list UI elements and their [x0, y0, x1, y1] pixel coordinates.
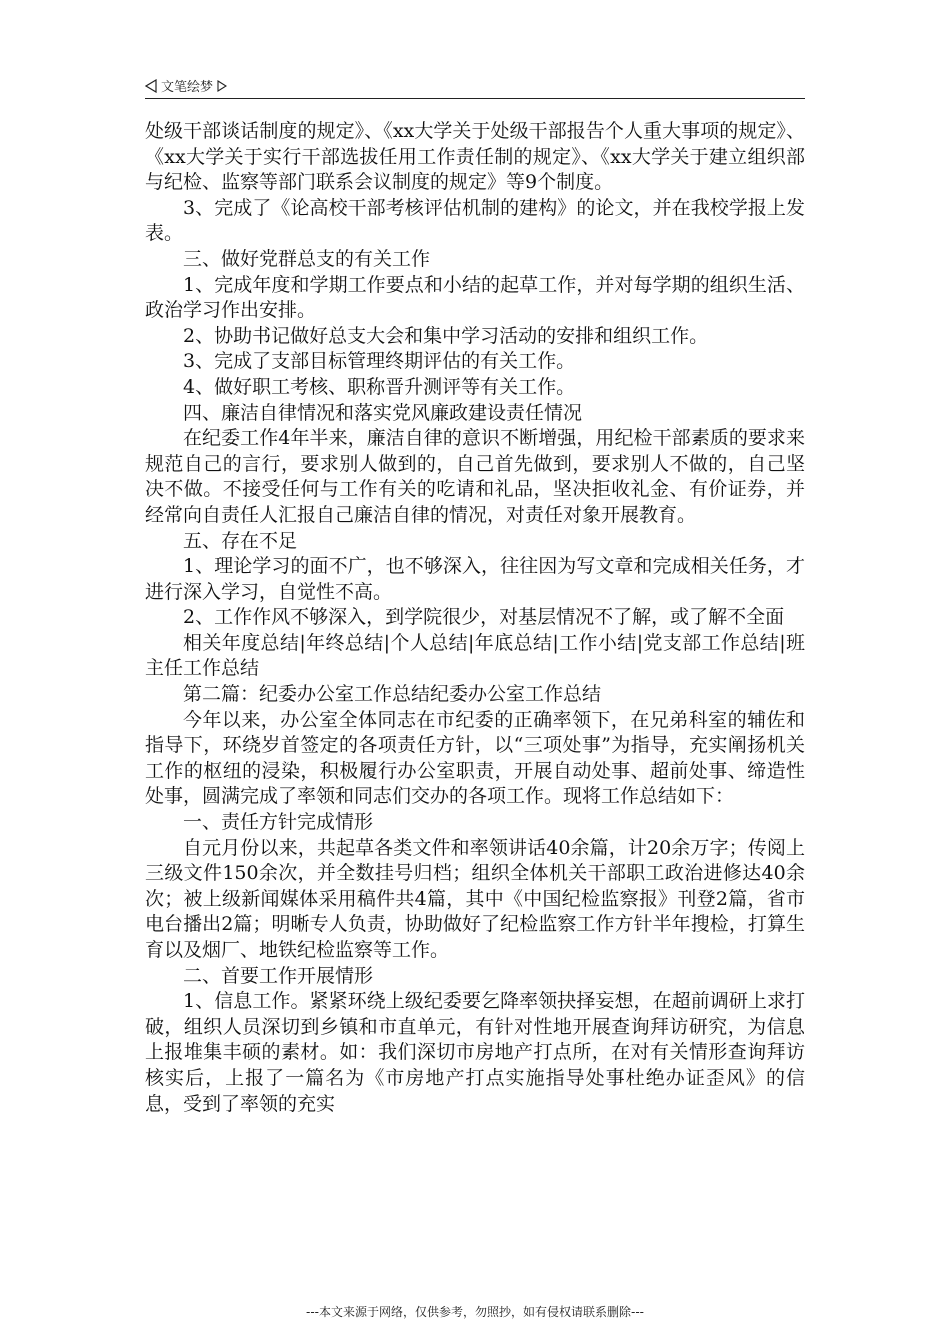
paragraph: 1、完成年度和学期工作要点和小结的起草工作，并对每学期的组织生活、政治学习作出安排。 — [145, 273, 805, 322]
paragraph: 4、做好职工考核、职称晋升测评等有关工作。 — [183, 375, 576, 398]
paragraph: 1、理论学习的面不广，也不够深入，往往因为写文章和完成相关任务，才进行深入学习，自觉性不高。 — [145, 555, 805, 603]
paragraph: 3、完成了《论高校干部考核评估机制的建构》的论文，并在我校学报上发表。 — [145, 196, 805, 245]
paragraph: 二、首要工作开展情形 — [183, 964, 374, 987]
brand-text: 文笔绘梦 — [161, 80, 214, 95]
paragraph: 1、信息工作。紧紧环绕上级纪委要乞降率领抉择妄想，在超前调研上求打破，组织人员深切到乡镇和市直单元，有针对性地开展查询拜访研究，为信息上报堆集丰硕的素材。如：我们深切市房地产打点所，在对有关情形查询拜访核实后，上报了一篇名为《市房地产打点实施指导处事杜绝办证歪风》的信息，受到了率领的充实 — [145, 990, 805, 1115]
paragraph: 一、责任方针完成情形 — [183, 811, 374, 834]
paragraph: 处级干部谈话制度的规定》、《xx大学关于处级干部报告个人重大事项的规定》、《xx大学关于实行干部选拔任用工作责任制的规定》、《xx大学关于建立组织部与纪检、监察等部门联系会议制度的规定》等9个制度。 — [145, 120, 805, 194]
left-triangle-icon — [145, 79, 157, 93]
paragraph: 在纪委工作4年半来，廉洁自律的意识不断增强，用纪检干部素质的要求来规范自己的言行，要求别人做到的，自己首先做到，要求别人不做的，自己坚决不做。不接受任何与工作有关的吃请和礼品，坚决拒收礼金、有价证券，并经常向自责任人汇报自己廉洁自律的情况，对责任对象开展教育。 — [145, 427, 805, 526]
paragraph: 四、廉洁自律情况和落实党风廉政建设责任情况 — [183, 401, 583, 424]
paragraph: 相关年度总结|年终总结|个人总结|年底总结|工作小结|党支部工作总结|班主任工作总结 — [145, 631, 805, 680]
paragraph: 3、完成了支部目标管理终期评估的有关工作。 — [183, 350, 576, 373]
paragraph: 三、做好党群总支的有关工作 — [183, 247, 431, 270]
document-body — [145, 119, 805, 1117]
paragraph: 自元月份以来，共起草各类文件和率领讲话40余篇，计20余万字；传阅上三级文件150余次，并全数挂号归档；组织全体机关干部职工政治进修达40余次；被上级新闻媒体采用稿件共4篇，其中《中国纪检监察报》刊登2篇，省市电台播出2篇；明晰专人负责，协助做好了纪检监察工作方针半年搜检，打算生育以及烟厂、地铁纪检监察等工作。 — [145, 836, 805, 961]
paragraph: 五、存在不足 — [183, 529, 298, 552]
brand — [145, 76, 227, 95]
paragraph: 2、协助书记做好总支大会和集中学习活动的安排和组织工作。 — [183, 324, 709, 347]
footer-disclaimer: ---本文来源于网络，仅供参考，勿照抄，如有侵权请联系删除--- — [306, 1305, 644, 1319]
paragraph: 2、工作作风不够深入，到学院很少，对基层情况不了解，或了解不全面 — [183, 606, 785, 629]
paragraph: 今年以来，办公室全体同志在市纪委的正确率领下，在兄弟科室的辅佐和指导下，环绕岁首签定的各项责任方针，以“三项处事”为指导，充实阐扬机关工作的枢纽的浸染，积极履行办公室职责，开展自动处事、超前处事、缔造性处事，圆满完成了率领和同志们交办的各项工作。现将工作总结如下： — [145, 708, 805, 808]
page-header — [145, 70, 805, 99]
paragraph: 第二篇：纪委办公室工作总结纪委办公室工作总结 — [183, 683, 602, 706]
right-triangle-icon — [217, 80, 227, 92]
